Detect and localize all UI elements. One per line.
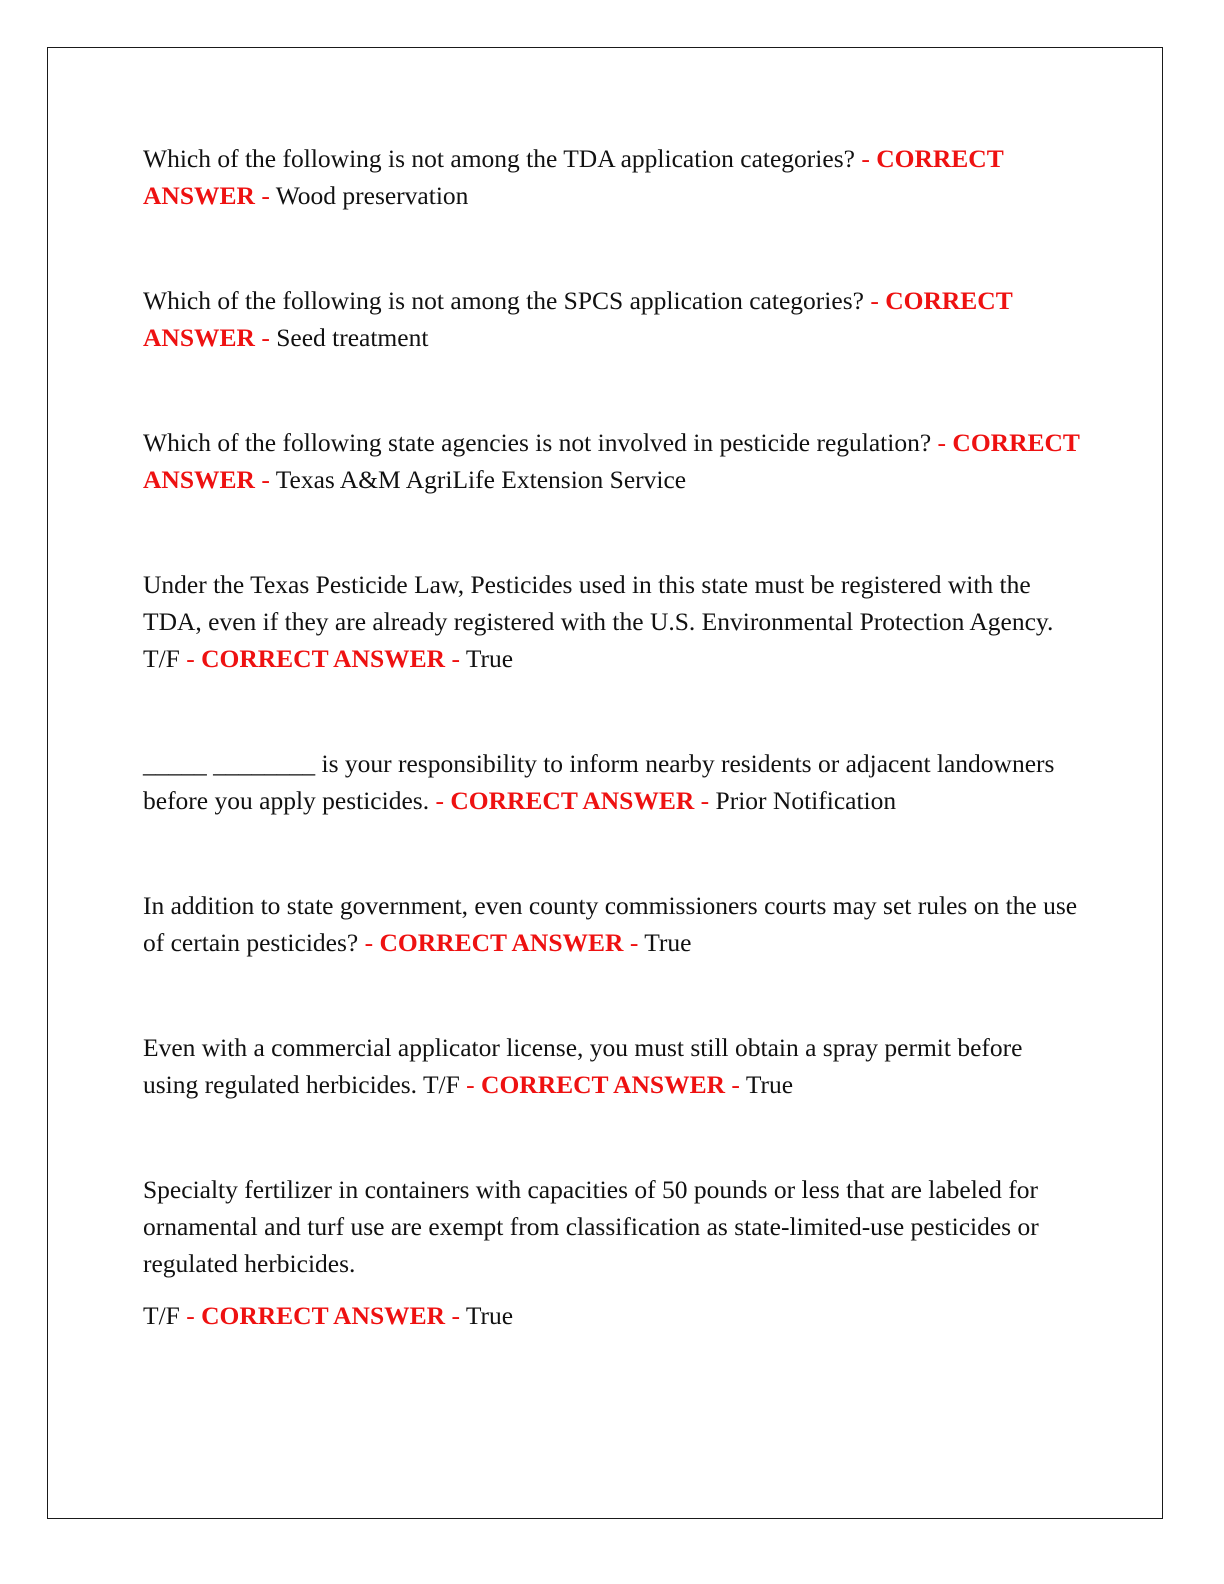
separator: - <box>861 144 870 173</box>
qa-item-6 <box>143 887 1083 961</box>
qa-item-8-statement <box>143 1171 1083 1282</box>
separator: - <box>261 181 270 210</box>
question-text: Which of the following state agencies is not involved in pesticide regulation? <box>143 428 932 457</box>
answer-text: Wood preservation <box>275 181 469 210</box>
correct-answer-label: CORRECT ANSWER <box>143 428 1080 494</box>
qa-item-4 <box>143 566 1083 677</box>
statement-text: Specialty fertilizer in containers with capacities of 50 pounds or less that are labeled for ornamental and turf use are exempt from classification as state-limited-use pesticides or regulated herbicides. <box>143 1175 1039 1278</box>
qa-item-5 <box>143 745 1083 819</box>
question-text: Which of the following is not among the TDA application categories? <box>143 144 855 173</box>
separator: - <box>364 928 374 957</box>
separator: - <box>629 928 639 957</box>
answer-text: True <box>465 644 514 673</box>
answer-text: Texas A&M AgriLife Extension Service <box>275 465 687 494</box>
separator: - <box>186 644 195 673</box>
question-text: Even with a commercial applicator license, you must still obtain a spray permit before using regulated herbicides. T/F <box>143 1033 1023 1099</box>
separator: - <box>870 286 879 315</box>
correct-answer-label: CORRECT ANSWER <box>143 144 1004 210</box>
question-text: _____ ________ is your responsibility to inform nearby residents or adjacent landowners before you apply pesticides. <box>143 749 1055 815</box>
correct-answer-label: CORRECT ANSWER <box>450 786 695 815</box>
separator: - <box>261 323 270 352</box>
question-text: Which of the following is not among the SPCS application categories? <box>143 286 864 315</box>
separator: - <box>466 1070 475 1099</box>
qa-item-3 <box>143 424 1083 498</box>
question-text: In addition to state government, even county commissioners courts may set rules on the use of certain pesticides? <box>143 891 1078 957</box>
answer-text: True <box>644 928 692 957</box>
separator: - <box>435 786 444 815</box>
answer-text: Prior Notification <box>715 786 897 815</box>
qa-item-7 <box>143 1029 1083 1103</box>
separator: - <box>937 428 947 457</box>
correct-answer-label: CORRECT ANSWER <box>201 1301 446 1330</box>
separator: - <box>731 1070 740 1099</box>
qa-item-8-answer <box>143 1297 1083 1334</box>
correct-answer-label: CORRECT ANSWER <box>201 644 446 673</box>
document-body <box>143 140 1083 1334</box>
separator: - <box>261 465 270 494</box>
separator: - <box>451 644 460 673</box>
question-text: Under the Texas Pesticide Law, Pesticides used in this state must be registered with the TDA, even if they are already registered with the U.S. Environmental Protection Agency. T/F <box>143 570 1054 673</box>
separator: - <box>451 1301 460 1330</box>
answer-text: True <box>465 1301 514 1330</box>
correct-answer-label: CORRECT ANSWER <box>481 1070 726 1099</box>
answer-text: True <box>745 1070 794 1099</box>
question-text: T/F <box>143 1301 180 1330</box>
qa-item-2 <box>143 282 1083 356</box>
answer-text: Seed treatment <box>276 323 429 352</box>
correct-answer-label: CORRECT ANSWER <box>379 928 624 957</box>
correct-answer-label: CORRECT ANSWER <box>143 286 1013 352</box>
separator: - <box>700 786 710 815</box>
qa-item-1 <box>143 140 1083 214</box>
separator: - <box>186 1301 195 1330</box>
